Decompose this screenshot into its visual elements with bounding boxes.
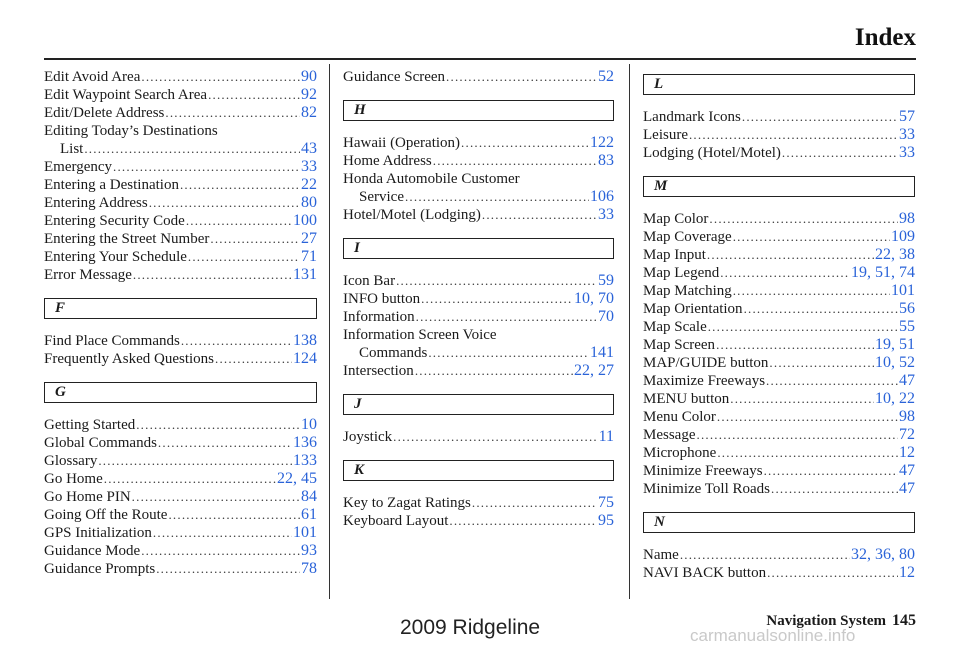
index-column-3	[643, 68, 915, 582]
page-reference-link[interactable]: 83	[598, 152, 614, 169]
index-entry-label: Landmark Icons	[643, 109, 741, 125]
dot-leader	[158, 434, 292, 452]
page-reference-link[interactable]: 22, 38	[875, 246, 915, 263]
index-entry-label: INFO button	[343, 291, 421, 307]
dot-leader	[132, 488, 300, 506]
dot-leader	[149, 194, 300, 212]
dot-leader	[716, 336, 874, 354]
section-header: N	[643, 512, 915, 533]
dot-leader	[84, 140, 300, 158]
page-reference-link[interactable]: 52	[598, 68, 614, 85]
section-header: J	[343, 394, 614, 415]
page-reference-link[interactable]: 33	[899, 144, 915, 161]
dot-leader	[730, 390, 874, 408]
index-entry-label: Map Input	[643, 247, 706, 263]
dot-leader	[133, 266, 292, 284]
index-entry	[643, 318, 915, 336]
index-entry	[643, 426, 915, 444]
page-reference-link[interactable]: 82	[301, 104, 317, 121]
page-reference-link[interactable]: 93	[301, 542, 317, 559]
dot-leader	[482, 206, 597, 224]
index-entry	[643, 126, 915, 144]
dot-leader	[742, 108, 898, 126]
dot-leader	[697, 426, 899, 444]
dot-leader	[771, 480, 898, 498]
dot-leader	[717, 408, 898, 426]
index-entry-label: Entering the Street Number	[44, 231, 210, 247]
index-entry-label: Go Home	[44, 471, 103, 487]
index-entry	[343, 308, 614, 326]
dot-leader	[136, 416, 300, 434]
page-reference-link[interactable]: 124	[293, 350, 317, 367]
index-entry-label: Map Matching	[643, 283, 732, 299]
index-entry	[343, 494, 614, 512]
dot-leader	[156, 560, 300, 578]
index-entry-label: Intersection	[343, 363, 414, 379]
index-entry-label: List	[60, 141, 84, 157]
index-entry	[343, 188, 614, 206]
page-reference-link[interactable]: 55	[899, 318, 915, 335]
index-entry	[44, 212, 317, 230]
dot-leader	[446, 68, 597, 86]
index-entry-label: Service	[359, 189, 404, 205]
vehicle-model-label: 2009 Ridgeline	[400, 616, 541, 639]
page-reference-link[interactable]: 70	[598, 308, 614, 325]
index-column-1	[44, 68, 317, 578]
page-reference-link[interactable]: 57	[899, 108, 915, 125]
index-entry-label: Menu Color	[643, 409, 716, 425]
dot-leader	[393, 428, 597, 446]
index-entry	[643, 210, 915, 228]
index-entry-label: Joystick	[343, 429, 393, 445]
index-entry	[643, 144, 915, 162]
dot-leader	[104, 470, 276, 488]
dot-leader	[680, 546, 850, 564]
index-entry	[44, 434, 317, 452]
index-entry	[44, 266, 317, 284]
index-entry	[643, 246, 915, 264]
index-entry-label: Guidance Mode	[44, 543, 141, 559]
dot-leader	[720, 264, 850, 282]
index-entry	[44, 332, 317, 350]
index-entry	[44, 104, 317, 122]
index-entry-label: Map Legend	[643, 265, 720, 281]
index-entry	[343, 272, 614, 290]
dot-leader	[180, 176, 300, 194]
index-entry	[643, 228, 915, 246]
index-entry	[44, 230, 317, 248]
index-entry-label: Hawaii (Operation)	[343, 135, 461, 151]
index-entry-label: Edit Waypoint Search Area	[44, 87, 208, 103]
page-reference-link[interactable]: 141	[590, 344, 614, 361]
index-entry	[343, 290, 614, 308]
index-entry-label: Key to Zagat Ratings	[343, 495, 471, 511]
dot-leader	[153, 524, 292, 542]
page-reference-link[interactable]: 131	[293, 266, 317, 283]
page-reference-link[interactable]: 101	[891, 282, 915, 299]
index-entry-label: Entering Address	[44, 195, 148, 211]
index-entry-label: Maximize Freeways	[643, 373, 766, 389]
index-entry	[643, 300, 915, 318]
index-entry	[643, 390, 915, 408]
page-reference-link[interactable]: 138	[293, 332, 317, 349]
page-reference-link[interactable]: 136	[293, 434, 317, 451]
dot-leader	[689, 126, 898, 144]
index-entry-label: Minimize Toll Roads	[643, 481, 771, 497]
index-entry	[44, 194, 317, 212]
index-entry-label: Map Scale	[643, 319, 707, 335]
index-entry	[44, 542, 317, 560]
index-column-2	[343, 68, 614, 530]
index-entry	[643, 336, 915, 354]
index-entry-label: Guidance Screen	[343, 69, 446, 85]
page-reference-link[interactable]: 43	[301, 140, 317, 157]
index-entry	[343, 152, 614, 170]
index-entry-label: Edit Avoid Area	[44, 69, 141, 85]
dot-leader	[472, 494, 597, 512]
page-reference-link[interactable]: 32, 36, 80	[851, 546, 915, 563]
footer-system-label: Navigation System	[766, 613, 886, 629]
page-reference-link[interactable]: 22	[301, 176, 317, 193]
title-divider	[44, 58, 916, 60]
index-entry	[643, 108, 915, 126]
dot-leader	[764, 462, 898, 480]
index-entry	[44, 488, 317, 506]
index-entry-heading: Information Screen Voice	[343, 327, 497, 343]
column-divider	[629, 64, 630, 599]
index-entry	[643, 282, 915, 300]
page-reference-link[interactable]: 101	[293, 524, 317, 541]
dot-leader	[433, 152, 597, 170]
index-entry	[44, 86, 317, 104]
dot-leader	[707, 246, 874, 264]
index-entry-label: MAP/GUIDE button	[643, 355, 769, 371]
page-reference-link[interactable]: 10, 52	[875, 354, 915, 371]
section-header: K	[343, 460, 614, 481]
dot-leader	[141, 68, 300, 86]
index-entry-label: MENU button	[643, 391, 730, 407]
dot-leader	[744, 300, 898, 318]
index-entry-label: Glossary	[44, 453, 98, 469]
index-entry-label: Going Off the Route	[44, 507, 168, 523]
page-reference-link[interactable]: 122	[590, 134, 614, 151]
page-reference-link[interactable]: 78	[301, 560, 317, 577]
page-reference-link[interactable]: 84	[301, 488, 317, 505]
index-entry	[44, 158, 317, 176]
dot-leader	[717, 444, 898, 462]
index-entry-label: Map Coverage	[643, 229, 732, 245]
index-entry	[343, 428, 614, 446]
index-entry-label: Entering Your Schedule	[44, 249, 187, 265]
dot-leader	[416, 308, 597, 326]
page-reference-link[interactable]: 10	[301, 416, 317, 433]
page-reference-link[interactable]: 12	[899, 564, 915, 581]
page-reference-link[interactable]: 90	[301, 68, 317, 85]
index-entry	[44, 416, 317, 434]
page-reference-link[interactable]: 22, 27	[574, 362, 614, 379]
index-entry-label: Entering Security Code	[44, 213, 185, 229]
index-entry-label: Go Home PIN	[44, 489, 131, 505]
section-header: L	[643, 74, 915, 95]
dot-leader	[449, 512, 597, 530]
page-reference-link[interactable]: 98	[899, 210, 915, 227]
index-entry-label: Commands	[359, 345, 428, 361]
index-entry	[44, 470, 317, 488]
index-entry	[44, 176, 317, 194]
dot-leader	[186, 212, 292, 230]
page-reference-link[interactable]: 11	[598, 428, 614, 445]
index-entry-heading: Honda Automobile Customer	[343, 171, 520, 187]
page-reference-link[interactable]: 33	[598, 206, 614, 223]
index-entry	[44, 560, 317, 578]
index-entry-label: NAVI BACK button	[643, 565, 767, 581]
index-entry-heading: Editing Today’s Destinations	[44, 123, 218, 139]
index-entry-label: Find Place Commands	[44, 333, 180, 349]
index-entry	[643, 354, 915, 372]
index-entry	[44, 140, 317, 158]
section-header: I	[343, 238, 614, 259]
page-reference-link[interactable]: 95	[598, 512, 614, 529]
index-entry-label: Name	[643, 547, 679, 563]
index-entry-label: Microphone	[643, 445, 717, 461]
dot-leader	[708, 318, 898, 336]
index-entry	[643, 372, 915, 390]
index-entry-label: Keyboard Layout	[343, 513, 449, 529]
dot-leader	[181, 332, 292, 350]
page-reference-link[interactable]: 19, 51	[875, 336, 915, 353]
section-header: H	[343, 100, 614, 121]
index-entry	[343, 362, 614, 380]
page-reference-link[interactable]: 61	[301, 506, 317, 523]
index-entry-label: Map Screen	[643, 337, 716, 353]
index-entry	[44, 350, 317, 368]
dot-leader	[396, 272, 597, 290]
index-entry-label: Map Orientation	[643, 301, 743, 317]
index-entry-label: Leisure	[643, 127, 688, 143]
page-number: 145	[892, 612, 916, 629]
dot-leader	[415, 362, 573, 380]
index-entry-label: GPS Initialization	[44, 525, 152, 541]
index-entry-label: Error Message	[44, 267, 132, 283]
dot-leader	[766, 372, 898, 390]
index-entry	[44, 452, 317, 470]
section-header: F	[44, 298, 317, 319]
index-entry	[44, 248, 317, 266]
page-reference-link[interactable]: 12	[899, 444, 915, 461]
index-entry-label: Edit/Delete Address	[44, 105, 165, 121]
dot-leader	[98, 452, 292, 470]
page-reference-link[interactable]: 71	[301, 248, 317, 265]
page-reference-link[interactable]: 133	[293, 452, 317, 469]
index-entry	[343, 206, 614, 224]
index-entry	[44, 506, 317, 524]
page-reference-link[interactable]: 72	[899, 426, 915, 443]
section-header: G	[44, 382, 317, 403]
index-entry-label: Icon Bar	[343, 273, 396, 289]
index-entry-label: Information	[343, 309, 415, 325]
index-entry-label: Entering a Destination	[44, 177, 179, 193]
dot-leader	[769, 354, 874, 372]
page-reference-link[interactable]: 56	[899, 300, 915, 317]
page-reference-link[interactable]: 47	[899, 480, 915, 497]
index-entry	[343, 68, 614, 86]
page-reference-link[interactable]: 33	[899, 126, 915, 143]
dot-leader	[767, 564, 898, 582]
index-entry	[643, 408, 915, 426]
dot-leader	[428, 344, 589, 362]
dot-leader	[113, 158, 300, 176]
dot-leader	[168, 506, 300, 524]
page-reference-link[interactable]: 33	[301, 158, 317, 175]
page-reference-link[interactable]: 47	[899, 462, 915, 479]
dot-leader	[210, 230, 300, 248]
page-reference-link[interactable]: 10, 70	[574, 290, 614, 307]
page-reference-link[interactable]: 75	[598, 494, 614, 511]
index-entry	[643, 546, 915, 564]
index-entry-label: Getting Started	[44, 417, 136, 433]
page-reference-link[interactable]: 98	[899, 408, 915, 425]
dot-leader	[733, 228, 890, 246]
page-reference-link[interactable]: 109	[891, 228, 915, 245]
index-entry-label: Frequently Asked Questions	[44, 351, 214, 367]
dot-leader	[782, 144, 898, 162]
page-reference-link[interactable]: 92	[301, 86, 317, 103]
dot-leader	[188, 248, 300, 266]
dot-leader	[215, 350, 292, 368]
index-entry	[343, 512, 614, 530]
index-entry-label: Minimize Freeways	[643, 463, 763, 479]
index-entry-label: Home Address	[343, 153, 432, 169]
index-entry	[643, 480, 915, 498]
index-entry-label: Global Commands	[44, 435, 157, 451]
dot-leader	[733, 282, 890, 300]
page-reference-link[interactable]: 22, 45	[277, 470, 317, 487]
index-entry	[643, 264, 915, 282]
index-entry	[643, 564, 915, 582]
index-entry	[643, 444, 915, 462]
column-divider	[329, 64, 330, 599]
dot-leader	[421, 290, 573, 308]
index-entry-label: Message	[643, 427, 696, 443]
dot-leader	[141, 542, 300, 560]
index-entry-label: Guidance Prompts	[44, 561, 156, 577]
section-header: M	[643, 176, 915, 197]
page-reference-link[interactable]: 59	[598, 272, 614, 289]
page-reference-link[interactable]: 100	[293, 212, 317, 229]
page-reference-link[interactable]: 47	[899, 372, 915, 389]
dot-leader	[405, 188, 589, 206]
index-entry	[44, 524, 317, 542]
index-entry-label: Lodging (Hotel/Motel)	[643, 145, 781, 161]
dot-leader	[208, 86, 300, 104]
index-entry-label: Hotel/Motel (Lodging)	[343, 207, 481, 223]
index-entry	[343, 344, 614, 362]
page-reference-link[interactable]: 106	[590, 188, 614, 205]
dot-leader	[709, 210, 898, 228]
index-entry	[44, 68, 317, 86]
watermark: carmanualsonline.info	[690, 626, 856, 645]
page-reference-link[interactable]: 10, 22	[875, 390, 915, 407]
page-title: Index	[854, 24, 916, 51]
dot-leader	[461, 134, 589, 152]
index-entry	[643, 462, 915, 480]
dot-leader	[165, 104, 300, 122]
index-entry-label: Map Color	[643, 211, 709, 227]
page-reference-link[interactable]: 80	[301, 194, 317, 211]
index-entry	[343, 134, 614, 152]
page-reference-link[interactable]: 27	[301, 230, 317, 247]
index-entry-label: Emergency	[44, 159, 113, 175]
page-reference-link[interactable]: 19, 51, 74	[851, 264, 915, 281]
